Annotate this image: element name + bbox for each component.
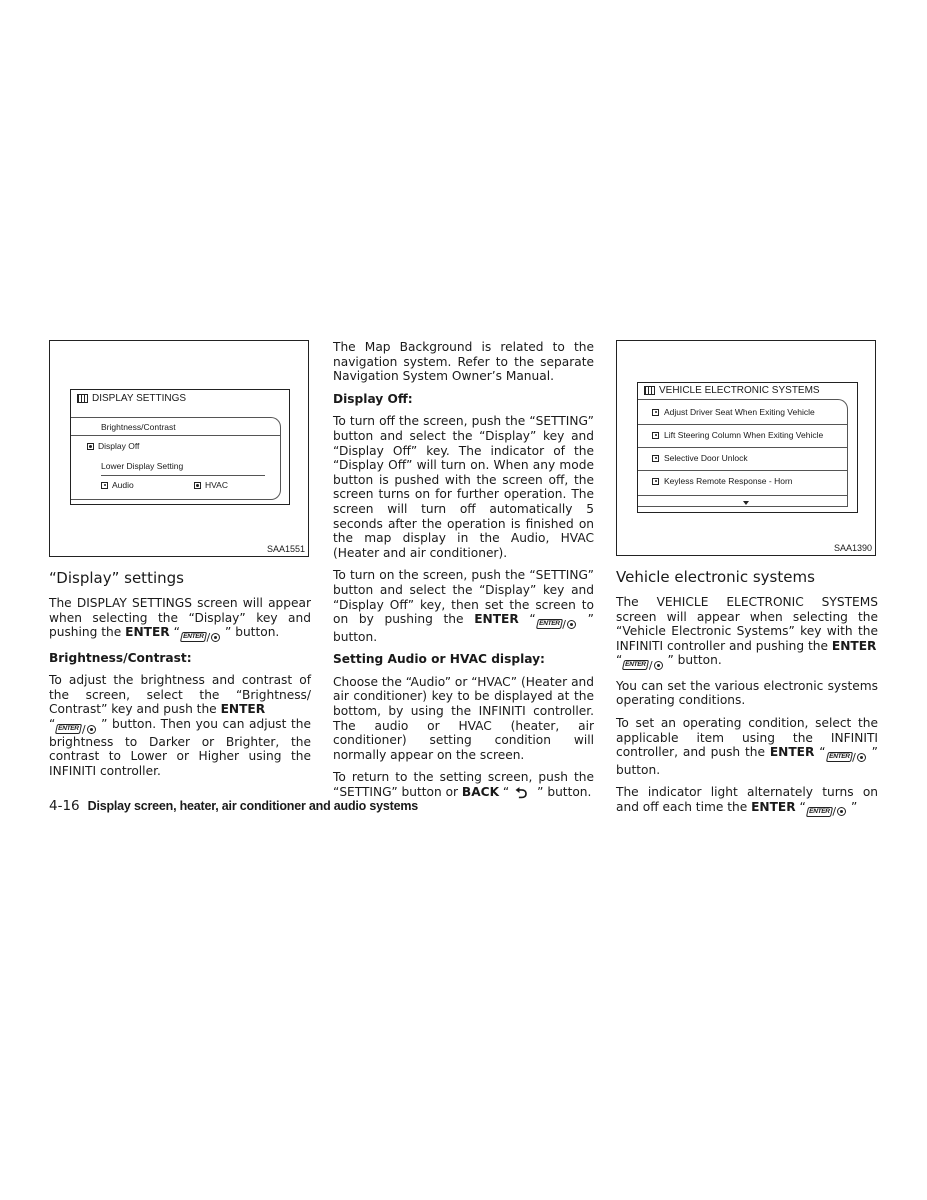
indicator-on-icon xyxy=(194,482,201,489)
divider xyxy=(638,424,848,425)
display-settings-screen xyxy=(70,389,290,505)
indicator-icon xyxy=(652,455,659,462)
indicator-icon xyxy=(652,432,659,439)
paragraph: The indicator light alternately turns on and off each time the ENTER “ ENTER / ” xyxy=(616,785,878,819)
page-footer xyxy=(49,798,418,814)
enter-button-icon: ENTER / xyxy=(537,619,576,630)
indicator-icon xyxy=(101,482,108,489)
option-audio[interactable] xyxy=(101,480,134,490)
indicator-icon xyxy=(652,478,659,485)
paragraph: To set an operating condition, select the applicable item using the INFINITI controller, and push the ENTER “ ENTER / ” button. xyxy=(616,716,878,777)
display-settings-list xyxy=(71,417,281,500)
menu-item-lower-display[interactable] xyxy=(101,461,183,471)
option-label: HVAC xyxy=(205,480,228,490)
divider xyxy=(638,470,848,471)
paragraph: To turn on the screen, push the “SETTING” button and select the “Display” key and “Display Off” key, then set the screen to on by pushing the ENTER “ ENTER / ” button. xyxy=(333,568,594,644)
vehicle-electronic-systems-screen xyxy=(637,382,858,513)
menu-item-label: Lift Steering Column When Exiting Vehicle xyxy=(664,430,824,440)
column-left xyxy=(49,340,311,786)
menu-item-lift-steering[interactable] xyxy=(652,430,823,440)
divider xyxy=(71,435,281,436)
menu-item-label: Selective Door Unlock xyxy=(664,453,748,463)
vehicle-systems-title: VEHICLE ELECTRONIC SYSTEMS xyxy=(659,385,820,396)
vehicle-systems-list xyxy=(638,399,848,507)
column-middle xyxy=(333,340,594,809)
enter-button-icon: ENTER / xyxy=(807,806,846,817)
page-number: 4-16 xyxy=(49,798,80,814)
option-label: Audio xyxy=(112,480,134,490)
menu-item-adjust-seat[interactable] xyxy=(652,407,815,417)
paragraph: To adjust the brightness and contrast of the screen, select the “Brightness/ Contrast” key and push the ENTER “ ENTER / ” button. Then you can adjust the brightness to Darker or Brighter, the contrast to Lower or Higher using the INFINITI controller. xyxy=(49,673,311,778)
paragraph: The Map Background is related to the navigation system. Refer to the separate Navigation System Owner’s Manual. xyxy=(333,340,594,384)
subheading: Display Off: xyxy=(333,391,413,406)
menu-item-label: Keyless Remote Response - Horn xyxy=(664,476,793,486)
paragraph: The DISPLAY SETTINGS screen will appear when selecting the “Display” key and pushing the ENTER “ ENTER / ” button. xyxy=(49,596,311,644)
menu-item-label: Adjust Driver Seat When Exiting Vehicle xyxy=(664,407,815,417)
chapter-title: Display screen, heater, air conditioner and audio systems xyxy=(87,799,419,813)
paragraph: The VEHICLE ELECTRONIC SYSTEMS screen will appear when selecting the “Vehicle Electronic Systems” key with the INFINITI controller and pushing the ENTER “ ENTER / ” button. xyxy=(616,595,878,672)
scroll-down-arrow-icon[interactable] xyxy=(743,501,749,505)
menu-item-display-off[interactable] xyxy=(87,441,139,451)
divider xyxy=(638,495,848,496)
figure-code: SAA1551 xyxy=(266,544,305,554)
menu-item-label: Lower Display Setting xyxy=(101,461,184,471)
section-heading: “Display” settings xyxy=(49,569,184,587)
menu-item-label: Brightness/Contrast xyxy=(101,422,176,432)
display-settings-figure xyxy=(49,340,309,557)
vehicle-systems-title-bar xyxy=(638,383,857,396)
indicator-icon xyxy=(652,409,659,416)
display-settings-title-bar xyxy=(71,390,289,404)
paragraph: To return to the setting screen, push the “SETTING” button or BACK “ ⮌ ” button. xyxy=(333,770,594,802)
menu-icon xyxy=(77,394,88,403)
menu-item-brightness[interactable] xyxy=(101,422,176,432)
display-settings-title: DISPLAY SETTINGS xyxy=(92,393,187,404)
enter-button-icon: ENTER / xyxy=(827,752,866,763)
subheading: Brightness/Contrast: xyxy=(49,650,192,665)
figure-code: SAA1390 xyxy=(833,543,872,553)
divider xyxy=(638,447,848,448)
paragraph: Choose the “Audio” or “HVAC” (Heater and air conditioner) key to be displayed at the bottom, by using the INFINITI controller. The audio or HVAC (heater, air conditioner) setting condition will normally appear on the screen. xyxy=(333,674,594,762)
menu-item-label: Display Off xyxy=(98,441,140,451)
enter-button-icon: ENTER / xyxy=(56,724,95,735)
option-hvac[interactable] xyxy=(194,480,228,490)
vehicle-electronic-systems-figure xyxy=(616,340,876,556)
column-right xyxy=(616,340,878,825)
indicator-on-icon xyxy=(87,443,94,450)
enter-button-icon: ENTER / xyxy=(181,632,220,643)
menu-item-door-unlock[interactable] xyxy=(652,453,748,463)
back-arrow-icon: ⮌ xyxy=(515,783,528,802)
menu-icon xyxy=(644,386,655,395)
section-heading: Vehicle electronic systems xyxy=(616,568,815,586)
paragraph: You can set the various electronic systems operating conditions. xyxy=(616,678,878,708)
menu-item-keyless-horn[interactable] xyxy=(652,476,793,486)
divider xyxy=(101,475,265,476)
enter-button-icon: ENTER / xyxy=(623,660,662,671)
subheading: Setting Audio or HVAC display: xyxy=(333,652,545,667)
paragraph: To turn off the screen, push the “SETTING” button and select the “Display” key and “Display Off” key. The indicator of the “Display Off” will turn on. When any mode button is pushed with the screen off, the screen turns on for further operation. The screen will turn off automatically 5 seconds after the operation is finished on the map display in the Audio, HVAC (Heater and air conditioner). xyxy=(333,414,594,560)
